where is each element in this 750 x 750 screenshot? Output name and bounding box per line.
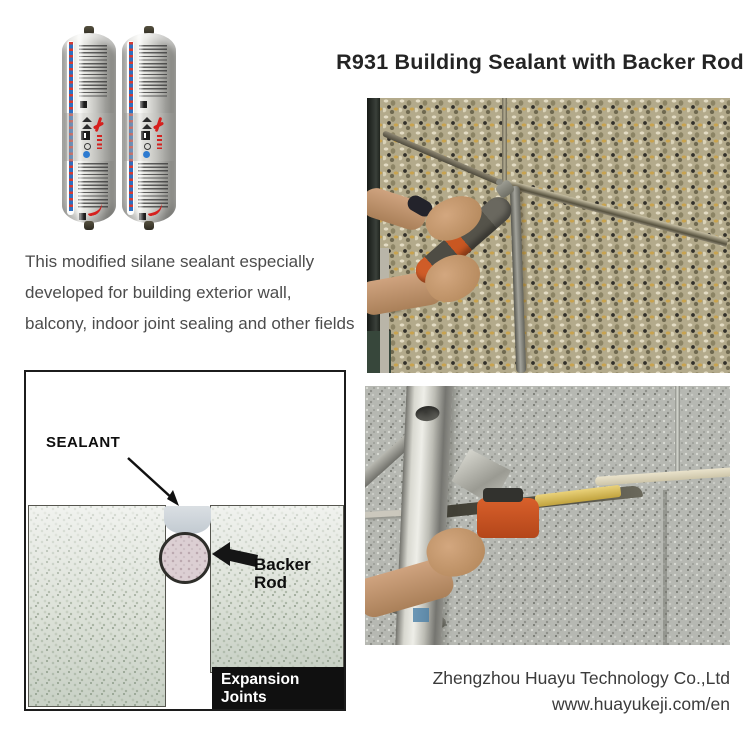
- sausage-bottom-clip: [144, 221, 154, 230]
- brand-logo-text-marks: [157, 135, 162, 149]
- page-title: R931 Building Sealant with Backer Rod: [336, 50, 744, 74]
- ladder-rung-hole: [415, 405, 440, 422]
- sausage-highlight: [76, 33, 84, 223]
- wall-joint-diagonal-right: [506, 180, 728, 247]
- cert-circle-icon: [84, 143, 91, 150]
- panel-joint-vertical-lower: [663, 490, 667, 645]
- wall-joint-vertical: [502, 98, 507, 188]
- sealant-label: SEALANT: [46, 434, 121, 451]
- backer-rod-arrow: [212, 542, 258, 567]
- company-website: www.huayukeji.com/en: [552, 693, 730, 714]
- expansion-joints-label-box: [212, 667, 344, 709]
- expansion-label-line: Expansion: [221, 671, 300, 688]
- gun-nozzle: [535, 485, 622, 507]
- brand-swoosh-icon: [146, 202, 164, 217]
- sealant-sausage-pack: [122, 26, 176, 230]
- wall-joint-diagonal-left: [382, 130, 504, 186]
- product-description: [25, 246, 365, 339]
- product-images-group: [60, 26, 184, 234]
- backer-rod-label-line: Backer: [254, 555, 311, 574]
- description-line: developed for building exterior wall,: [25, 283, 292, 302]
- panel-joint-vertical: [675, 386, 680, 478]
- diagram-arrows: [26, 372, 344, 709]
- brand-logo-icon: [93, 117, 105, 157]
- brand-logo-icon: [153, 117, 165, 157]
- sealed-joint-bead: [595, 467, 730, 486]
- cert-circle-icon: [144, 143, 151, 150]
- backer-rod-label-line: Rod: [254, 573, 288, 592]
- sealant-sausage-pack: [62, 26, 116, 230]
- brand-logo-text-marks: [97, 135, 102, 149]
- backer-rod-label: [254, 556, 311, 592]
- expansion-label-line: Joints: [221, 688, 267, 706]
- blue-tape: [413, 608, 429, 622]
- application-photo-concrete-panel: [365, 386, 730, 645]
- sausage-highlight: [136, 33, 144, 223]
- company-name: Zhengzhou Huayu Technology Co.,Ltd: [432, 668, 730, 688]
- sausage-cert-band: [64, 113, 114, 161]
- sealant-arrowhead: [167, 490, 179, 506]
- backer-rod-strip: [510, 186, 527, 373]
- brand-dot-icon: [143, 151, 150, 158]
- description-line: This modified silane sealant especially: [25, 252, 315, 271]
- brand-swoosh-icon: [86, 202, 104, 217]
- sealant-gun-body: [477, 498, 539, 538]
- sealant-arrow: [128, 458, 174, 500]
- description-line: balcony, indoor joint sealing and other fields: [25, 314, 355, 333]
- sausage-body: [62, 33, 116, 223]
- sausage-bottom-clip: [84, 221, 94, 230]
- company-info: [433, 666, 730, 717]
- application-photo-exterior-wall: [367, 98, 730, 373]
- joint-cross-section-diagram: [24, 370, 346, 711]
- sausage-cert-band: [124, 113, 174, 161]
- sausage-body: [122, 33, 176, 223]
- brand-dot-icon: [83, 151, 90, 158]
